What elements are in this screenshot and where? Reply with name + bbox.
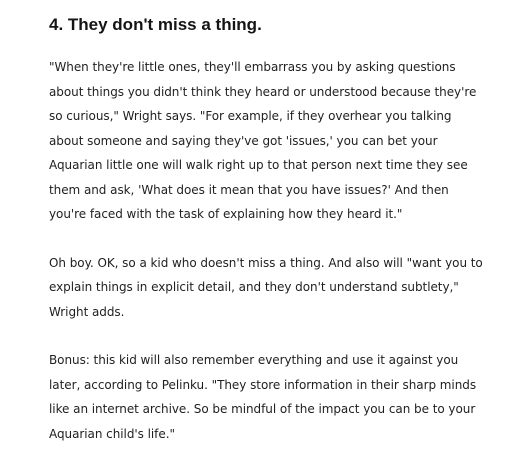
paragraph-explicit-detail: Oh boy. OK, so a kid who doesn't miss a thing. And also will "want you to explain things in explicit detail, and they don't understand subtlety," Wright adds.: [49, 255, 483, 319]
paragraph-bonus: Bonus: this kid will also remember everything and use it against you later, according to Pelinku. "They store information in their sharp minds like an internet archive. So be mindful of the impact you can be to your Aquarian child's life.": [49, 353, 477, 441]
section-heading: 4. They don't miss a thing.: [49, 15, 262, 34]
article-section: [49, 13, 489, 446]
paragraph-wright-quote: "When they're little ones, they'll embarrass you by asking questions about things you didn't think they heard or understood because they're so curious," Wright says. "For example, if they overhear you talking about someone and saying they've got 'issues,' you can bet your Aquarian little one will walk right up to that person next time they see them and ask, 'What does it mean that you have issues?' And then you're faced with the task of explaining how they heard it.": [49, 60, 477, 221]
